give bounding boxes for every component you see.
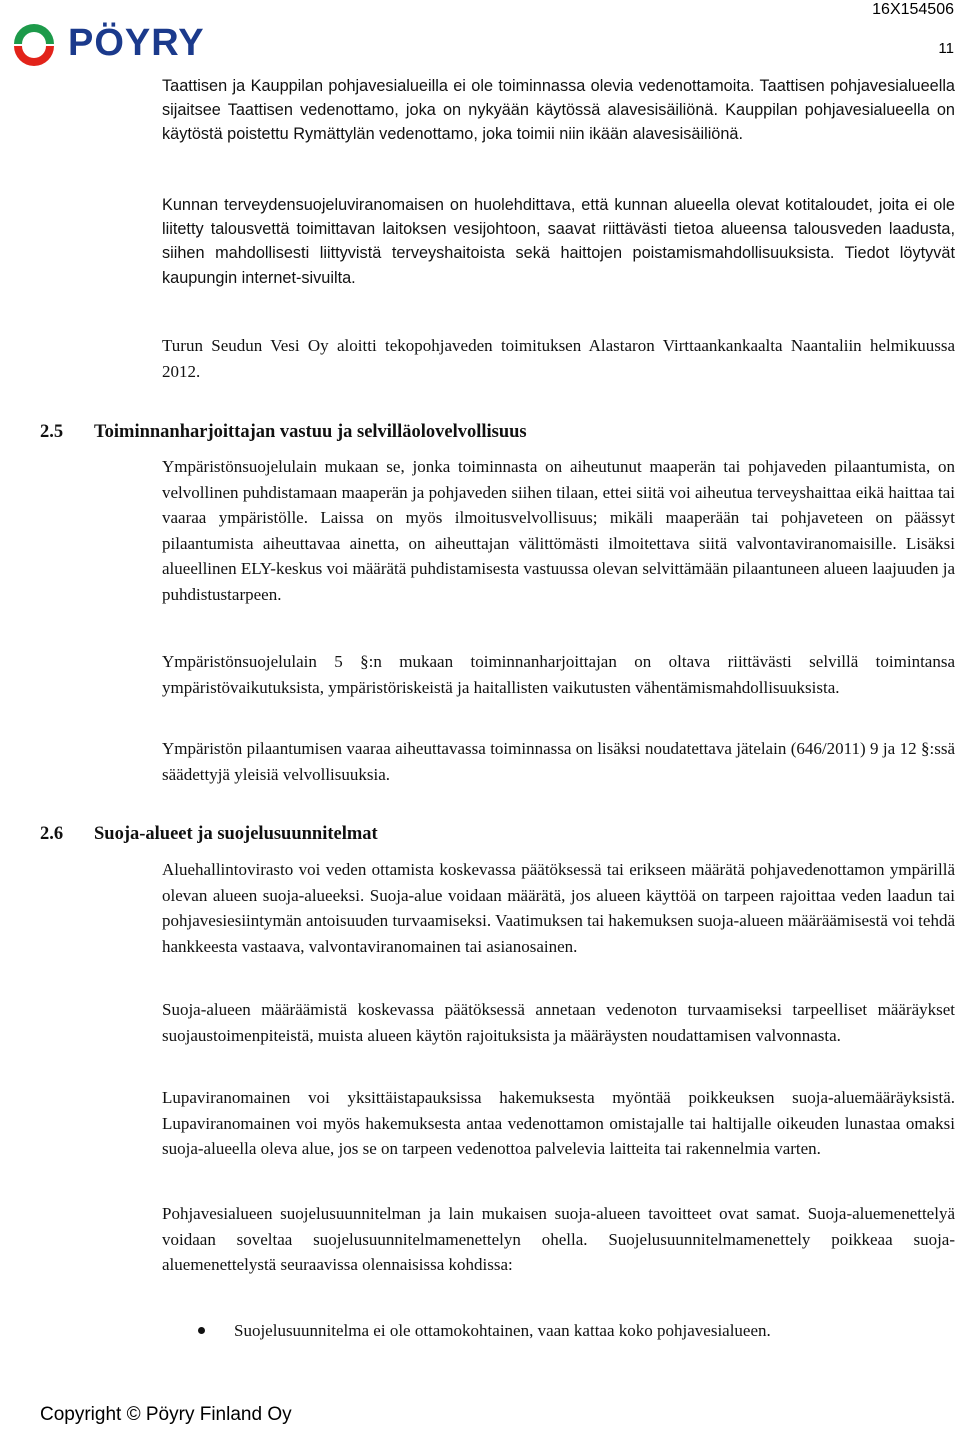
footer-copyright: Copyright © Pöyry Finland Oy bbox=[40, 1404, 292, 1425]
section-title: Toiminnanharjoittajan vastuu ja selvilläolovelvollisuus bbox=[94, 422, 527, 442]
section-heading-2-6 bbox=[40, 822, 378, 846]
list-item-text: Suojelusuunnitelma ei ole ottamokohtainen, vaan kattaa koko pohjavesialueen. bbox=[234, 1321, 771, 1340]
paragraph-protection-plan: Pohjavesialueen suojelusuunnitelman ja lain mukaisen suoja-alueen tavoitteet ovat samat. Suoja-aluemenettelyä voidaan soveltaa suojelusuunnitelmamenettelyn ohella. Suojelusuunnitelmamenettely poikkeaa suoja-aluemenettelystä seuraavissa olennaisissa kohdissa: bbox=[162, 1204, 955, 1274]
document-id: 16X154506 bbox=[872, 1, 954, 18]
paragraph-groundwater-areas: Taattisen ja Kauppilan pohjavesialueilla ei ole toiminnassa olevia vedenottamoita. Taattisen pohjavesialueella sijaitsee Taattisen vedenottamo, joka on nykyään käytössä alavesisäiliönä. Kauppilan pohjavesialueella on käytöstä poistettu Rymättylän vedenottamo, joka toimii niin ikään alavesisäiliönä. bbox=[162, 77, 955, 144]
paragraph-awareness-obligation: Ympäristönsuojelulain 5 §:n mukaan toiminnanharjoittajan on oltava riittävästi selvillä toimintansa ympäristövaikutuksista, ympäristöriskeistä ja haitallisten vaikutusten vähentämismahdollisuuksista. bbox=[162, 652, 955, 697]
section-number: 2.6 bbox=[40, 824, 64, 844]
paragraph-health-authority: Kunnan terveydensuojeluviranomaisen on huolehdittava, että kunnan alueella olevat kotitaloudet, joita ei ole liitetty talousvettä toimittavan laitoksen vesijohtoon, saavat riittävästi tietoa alueensa talousveden laadusta, siihen mahdollisesti liittyvistä terveyshaitoista sekä haittojen poistamismahdollisuuksista. Tiedot löytyvät kaupungin internet-sivuilta. bbox=[162, 196, 955, 287]
section-number: 2.5 bbox=[40, 422, 64, 442]
paragraph-protection-decision: Suoja-alueen määräämistä koskevassa päätöksessä annetaan vedenoton turvaamiseksi tarpeelliset määräykset suojaustoimenpiteistä, muista alueen käytön rajoituksista ja määräysten noudattamisen valvonnasta. bbox=[162, 1000, 955, 1045]
poyry-logo-icon bbox=[8, 22, 60, 66]
section-title: Suoja-alueet ja suojelusuunnitelmat bbox=[94, 824, 378, 844]
paragraph-protection-zone: Aluehallintovirasto voi veden ottamista koskevassa päätöksessä tai erikseen määrätä pohjavedenottamon ympärillä olevan alueen suoja-alueeksi. Suoja-alue voidaan määrätä, jos alueen käyttöä on tarpeen rajoittaa veden laadun tai pohjavesiesiintymän antoisuuden turvaamiseksi. Vaatimuksen tai hakemuksen suoja-alueen määräämisestä voi tehdä hankkeesta vastaava, valvontaviranomainen tai asianosainen. bbox=[162, 860, 955, 956]
logo-wordmark: PÖYRY bbox=[68, 22, 205, 64]
page-number: 11 bbox=[938, 40, 954, 57]
paragraph-polluter-responsibility: Ympäristönsuojelulain mukaan se, jonka toiminnasta on aiheutunut maaperän tai pohjaveden pilaantumista, on velvollinen puhdistamaan maaperän ja pohjaveden siihen tilaan, ettei siitä voi aiheutua terveyshaittaa eikä haittaa tai vaaraa ympäristölle. Laissa on myös ilmoitusvelvollisuus; mikäli maaperään tai pohjaveteen on päässyt pilaantumista aiheuttavaa ainetta, on aiheuttajan välittömästi ilmoitettava siitä valvontaviranomaisille. Lisäksi alueellinen ELY-keskus voi määrätä puhdistamisesta vastuussa olevan selvittämään pilaantuneen alueen laajuuden ja puhdistustarpeen. bbox=[162, 457, 955, 604]
paragraph-waste-act: Ympäristön pilaantumisen vaaraa aiheuttavassa toiminnassa on lisäksi noudatettava jätelain (646/2011) 9 ja 12 §:ssä säädettyjä yleisiä velvollisuuksia. bbox=[162, 739, 955, 784]
paragraph-exemption: Lupaviranomainen voi yksittäistapauksissa hakemuksesta myöntää poikkeuksen suoja-aluemääräyksistä. Lupaviranomainen voi myös hakemuksesta antaa vedenottamon omistajalle tai haltijalle oikeuden lunastaa omaksi suoja-alueella oleva alue, jos se on tarpeen vedenottoa palvelevia laitteita tai rakennelmia varten. bbox=[162, 1088, 955, 1158]
section-heading-2-5 bbox=[40, 420, 527, 444]
paragraph-water-delivery: Turun Seudun Vesi Oy aloitti tekopohjaveden toimituksen Alastaron Virttaankankaalta Naantaliin helmikuussa 2012. bbox=[162, 336, 955, 381]
bullet-icon bbox=[198, 1327, 205, 1334]
company-logo bbox=[8, 22, 250, 66]
